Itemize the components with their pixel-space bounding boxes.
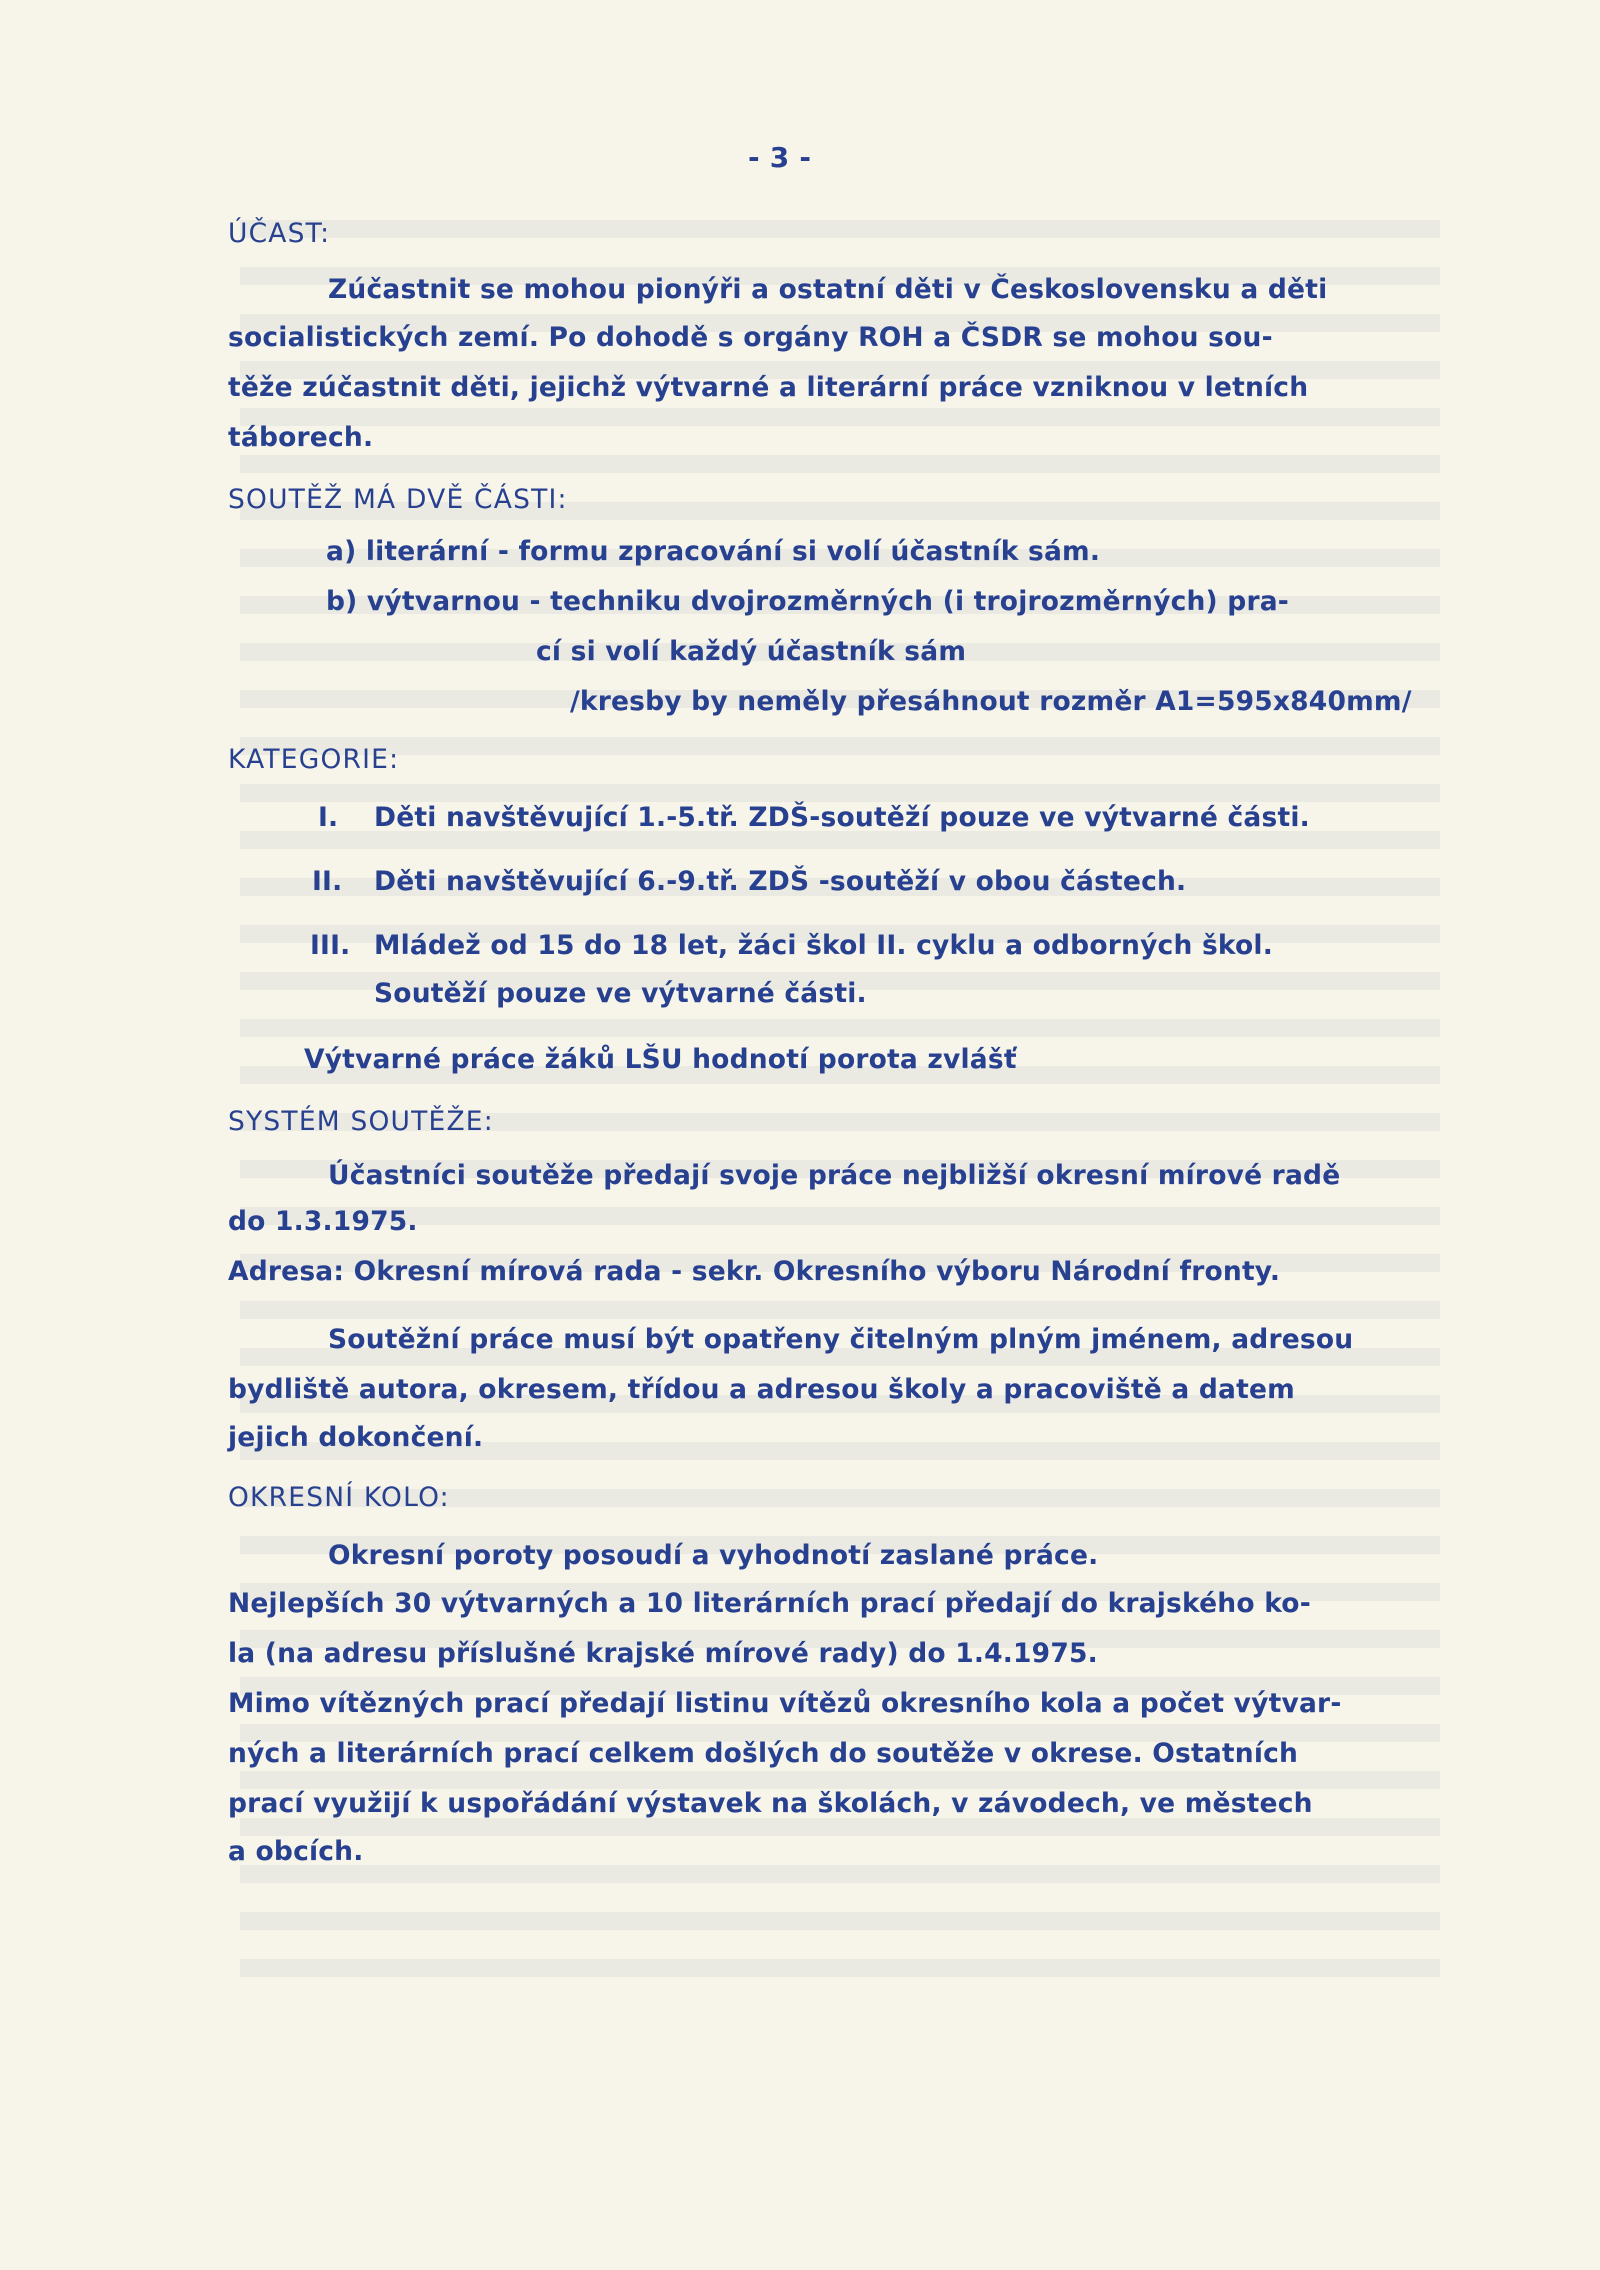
cast-b-line-3: /kresby by neměly přesáhnout rozměr A1=595x840mm/ bbox=[570, 686, 1412, 717]
kategorie-text-2: Děti navštěvující 6.-9.tř. ZDŠ -soutěží v obou částech. bbox=[374, 866, 1187, 897]
kategorie-num-3: III. bbox=[310, 930, 351, 961]
heading-system: SYSTÉM SOUTĚŽE: bbox=[228, 1106, 494, 1137]
kategorie-text-1: Děti navštěvující 1.-5.tř. ZDŠ-soutěží pouze ve výtvarné části. bbox=[374, 802, 1310, 833]
kategorie-num-2: II. bbox=[312, 866, 343, 897]
okresni-line-6: prací využijí k uspořádání výstavek na školách, v závodech, ve městech bbox=[228, 1788, 1313, 1819]
kategorie-text-3-line-2: Soutěží pouze ve výtvarné části. bbox=[374, 978, 867, 1009]
kategorie-num-1: I. bbox=[318, 802, 339, 833]
heading-casti: SOUTĚŽ MÁ DVĚ ČÁSTI: bbox=[228, 484, 568, 515]
ucast-line-2: socialistických zemí. Po dohodě s orgány ROH a ČSDR se mohou sou- bbox=[228, 322, 1273, 353]
ucast-line-1: Zúčastnit se mohou pionýři a ostatní děti v Československu a děti bbox=[328, 274, 1328, 305]
okresni-line-7: a obcích. bbox=[228, 1836, 364, 1867]
okresni-line-3: la (na adresu příslušné krajské mírové rady) do 1.4.1975. bbox=[228, 1638, 1098, 1669]
kategorie-text-3: Mládež od 15 do 18 let, žáci škol II. cyklu a odborných škol. bbox=[374, 930, 1273, 961]
system-line-4: Soutěžní práce musí být opatřeny čitelným plným jménem, adresou bbox=[328, 1324, 1354, 1355]
okresni-line-4: Mimo vítězných prací předají listinu vítězů okresního kola a počet výtvar- bbox=[228, 1688, 1342, 1719]
kategorie-note: Výtvarné práce žáků LŠU hodnotí porota zvlášť bbox=[304, 1044, 1017, 1075]
cast-a: a) literární - formu zpracování si volí účastník sám. bbox=[326, 536, 1101, 567]
okresni-line-5: ných a literárních prací celkem došlých do soutěže v okrese. Ostatních bbox=[228, 1738, 1299, 1769]
okresni-line-2: Nejlepších 30 výtvarných a 10 literárních prací předají do krajského ko- bbox=[228, 1588, 1311, 1619]
page-number: - 3 - bbox=[748, 141, 812, 174]
system-line-5: bydliště autora, okresem, třídou a adresou školy a pracoviště a datem bbox=[228, 1374, 1295, 1405]
ucast-line-3: těže zúčastnit děti, jejichž výtvarné a literární práce vzniknou v letních bbox=[228, 372, 1309, 403]
ucast-line-4: táborech. bbox=[228, 422, 374, 453]
system-line-2: do 1.3.1975. bbox=[228, 1206, 418, 1237]
okresni-line-1: Okresní poroty posoudí a vyhodnotí zaslané práce. bbox=[328, 1540, 1099, 1571]
heading-kategorie: KATEGORIE: bbox=[228, 744, 400, 775]
system-line-3: Adresa: Okresní mírová rada - sekr. Okresního výboru Národní fronty. bbox=[228, 1256, 1281, 1287]
system-line-6: jejich dokončení. bbox=[228, 1422, 484, 1453]
cast-b-line-1: b) výtvarnou - techniku dvojrozměrných (i trojrozměrných) pra- bbox=[326, 586, 1290, 617]
heading-ucast: ÚČAST: bbox=[228, 218, 331, 249]
heading-okresni: OKRESNÍ KOLO: bbox=[228, 1482, 450, 1513]
system-line-1: Účastníci soutěže předají svoje práce nejbližší okresní mírové radě bbox=[328, 1160, 1341, 1191]
cast-b-line-2: cí si volí každý účastník sám bbox=[536, 636, 967, 667]
